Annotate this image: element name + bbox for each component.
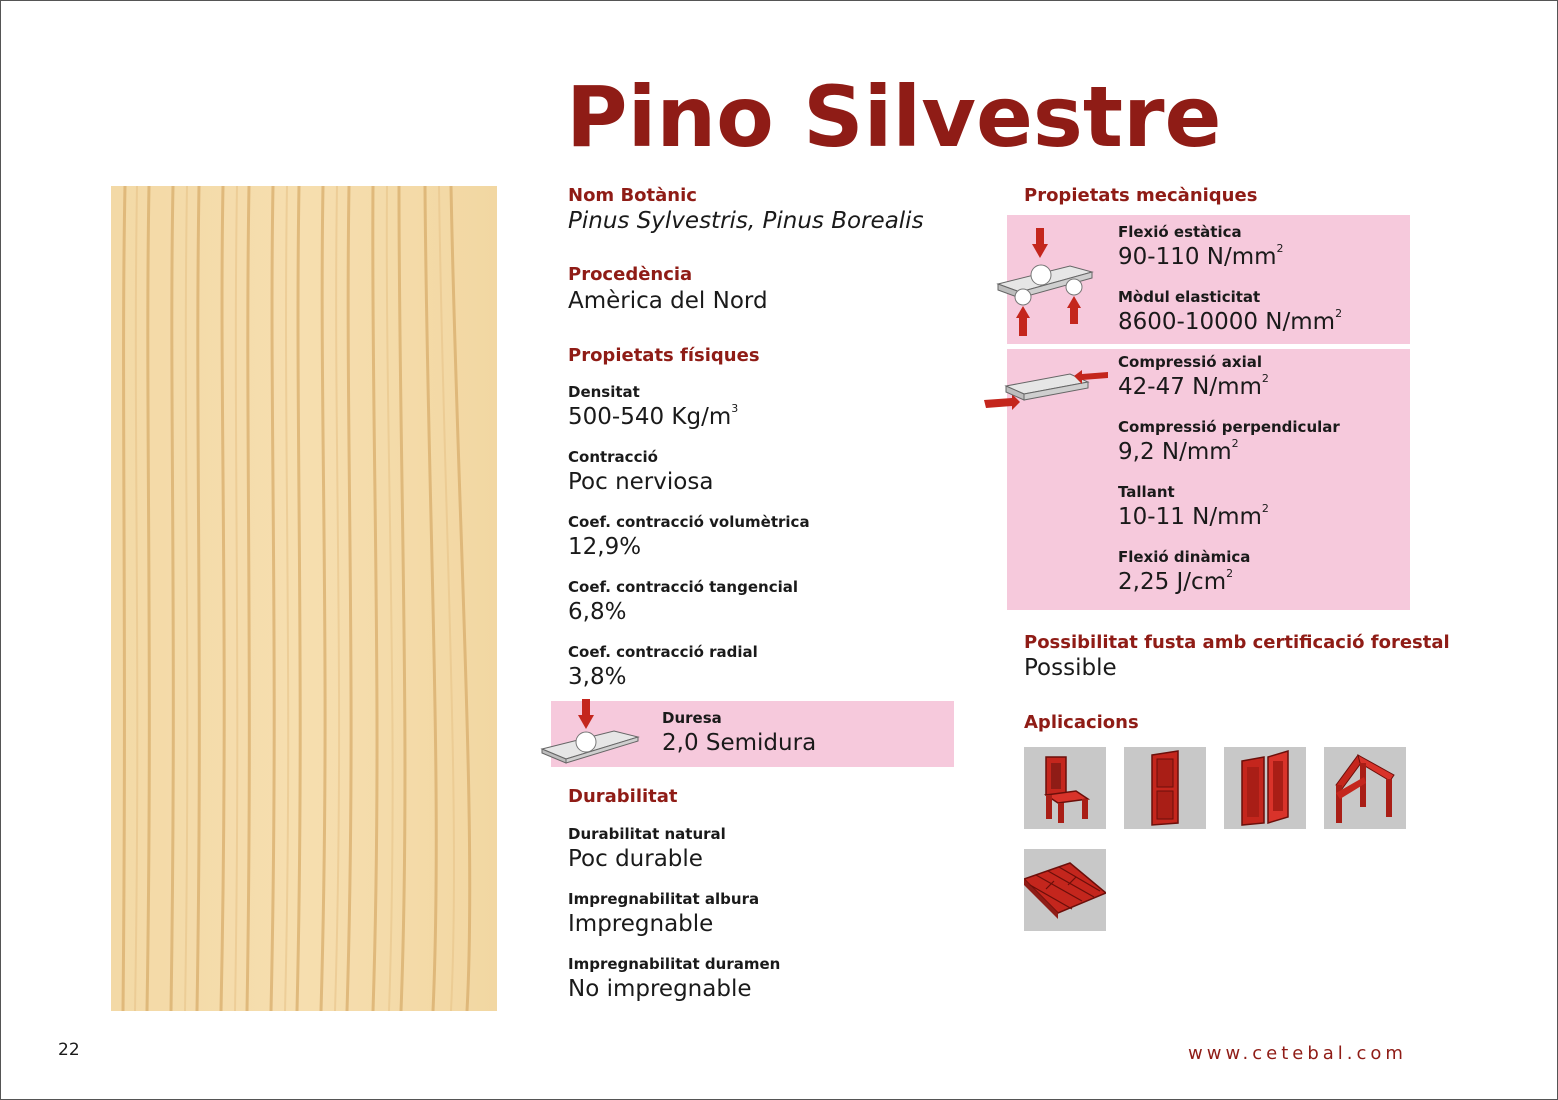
tallant-value: 10-11 $N/mm^2$ xyxy=(1118,502,1269,530)
propietats-mecaniques-heading: Propietats mecàniques xyxy=(1024,185,1258,206)
coef-volumetrica-label: Coef. contracció volumètrica xyxy=(568,513,810,531)
procedencia-heading: Procedència xyxy=(568,264,693,285)
durabilitat-heading: Durabilitat xyxy=(568,786,678,807)
website-link[interactable]: www.cetebal.com xyxy=(1188,1043,1407,1064)
contraccio-label: Contracció xyxy=(568,448,658,466)
propietats-fisiques-heading: Propietats físiques xyxy=(568,345,760,366)
double-door-icon xyxy=(1224,747,1306,829)
impregnabilitat-duramen-label: Impregnabilitat duramen xyxy=(568,955,781,973)
coef-tangencial-value: 6,8% xyxy=(568,599,627,625)
flexio-estatica-value: 90-110 $N/mm^2$ xyxy=(1118,242,1284,270)
coef-radial-value: 3,8% xyxy=(568,664,627,690)
flexio-estatica-label: Flexió estàtica xyxy=(1118,223,1242,241)
hardness-test-icon xyxy=(540,697,640,769)
modul-elasticitat-label: Mòdul elasticitat xyxy=(1118,288,1261,306)
aplicacions-heading: Aplicacions xyxy=(1024,712,1139,733)
bending-test-icon xyxy=(994,226,1094,340)
page-title: Pino Silvestre xyxy=(566,68,1222,166)
duresa-label: Duresa xyxy=(662,709,722,727)
densitat-value: 500-540 $Kg/m^3$ xyxy=(568,402,739,430)
compression-test-icon xyxy=(982,364,1112,414)
compressio-axial-label: Compressió axial xyxy=(1118,353,1262,371)
wood-sample-image xyxy=(111,186,497,1011)
durabilitat-natural-value: Poc durable xyxy=(568,846,703,872)
coef-radial-label: Coef. contracció radial xyxy=(568,643,758,661)
floor-parquet-icon xyxy=(1024,849,1106,931)
chair-icon xyxy=(1024,747,1106,829)
contraccio-value: Poc nerviosa xyxy=(568,469,714,495)
modul-elasticitat-value: 8600-10000 $N/mm^2$ xyxy=(1118,307,1343,335)
frame-structure-icon xyxy=(1324,747,1406,829)
compressio-perpendicular-value: 9,2 $N/mm^2$ xyxy=(1118,437,1239,465)
flexio-dinamica-label: Flexió dinàmica xyxy=(1118,548,1251,566)
flexio-dinamica-value: 2,25 $J/cm^2$ xyxy=(1118,567,1234,595)
nom-botanic-heading: Nom Botànic xyxy=(568,185,697,206)
compressio-perpendicular-label: Compressió perpendicular xyxy=(1118,418,1340,436)
coef-volumetrica-value: 12,9% xyxy=(568,534,642,560)
impregnabilitat-albura-value: Impregnable xyxy=(568,911,714,937)
tallant-label: Tallant xyxy=(1118,483,1175,501)
duresa-value: 2,0 Semidura xyxy=(662,730,817,756)
durabilitat-natural-label: Durabilitat natural xyxy=(568,825,726,843)
certificacio-value: Possible xyxy=(1024,655,1117,681)
impregnabilitat-duramen-value: No impregnable xyxy=(568,976,752,1002)
impregnabilitat-albura-label: Impregnabilitat albura xyxy=(568,890,760,908)
page-number: 22 xyxy=(58,1040,80,1060)
certificacio-heading: Possibilitat fusta amb certificació forestal xyxy=(1024,632,1450,653)
door-icon xyxy=(1124,747,1206,829)
compressio-axial-value: 42-47 $N/mm^2$ xyxy=(1118,372,1269,400)
densitat-label: Densitat xyxy=(568,383,640,401)
procedencia-value: Amèrica del Nord xyxy=(568,288,768,314)
nom-botanic-value: Pinus Sylvestris, Pinus Borealis xyxy=(568,208,924,234)
coef-tangencial-label: Coef. contracció tangencial xyxy=(568,578,798,596)
